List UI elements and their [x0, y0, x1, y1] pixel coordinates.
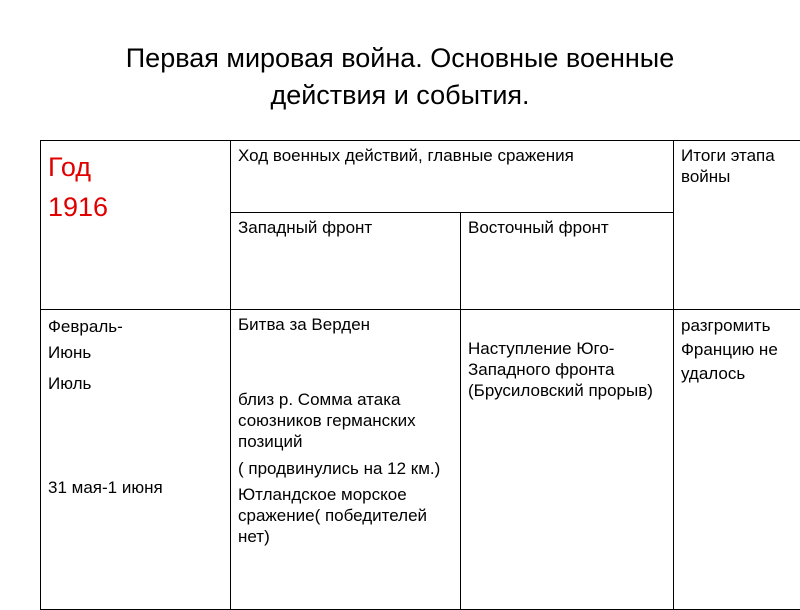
dates-cell [41, 310, 231, 610]
year-label: Год [48, 147, 223, 187]
eastern-front-header: Восточный фронт [461, 213, 674, 310]
slide-title [0, 40, 800, 114]
title-line-2: действия и события. [0, 77, 800, 114]
results-cell [674, 310, 800, 610]
actions-header-cell: Ход военных действий, главные сражения [231, 141, 674, 213]
eastern-brusilov: Наступление Юго-Западного фронта (Брусиловский прорыв) [468, 338, 666, 401]
date-june: Июнь [48, 340, 223, 366]
result-line-1: разгромить [681, 314, 800, 338]
western-front-header: Западный фронт [231, 213, 461, 310]
western-jutland: Ютландское морское сражение( победителей нет) [238, 484, 453, 547]
date-may-june: 31 мая-1 июня [48, 475, 223, 501]
year-header-cell [41, 141, 231, 310]
results-header-cell: Итоги этапа войны [674, 141, 800, 310]
date-feb: Февраль- [48, 314, 223, 340]
title-line-1: Первая мировая война. Основные военные [0, 40, 800, 77]
western-front-cell [231, 310, 461, 610]
date-july: Июль [48, 371, 223, 397]
western-verdun: Битва за Верден [238, 314, 453, 335]
year-value: 1916 [48, 187, 223, 227]
western-advance: ( продвинулись на 12 км.) [238, 458, 453, 479]
events-table [40, 140, 800, 610]
result-line-2: Францию не удалось [681, 338, 800, 386]
eastern-front-cell [461, 310, 674, 610]
western-somme: близ р. Сомма атака союзников германских позиций [238, 389, 453, 452]
